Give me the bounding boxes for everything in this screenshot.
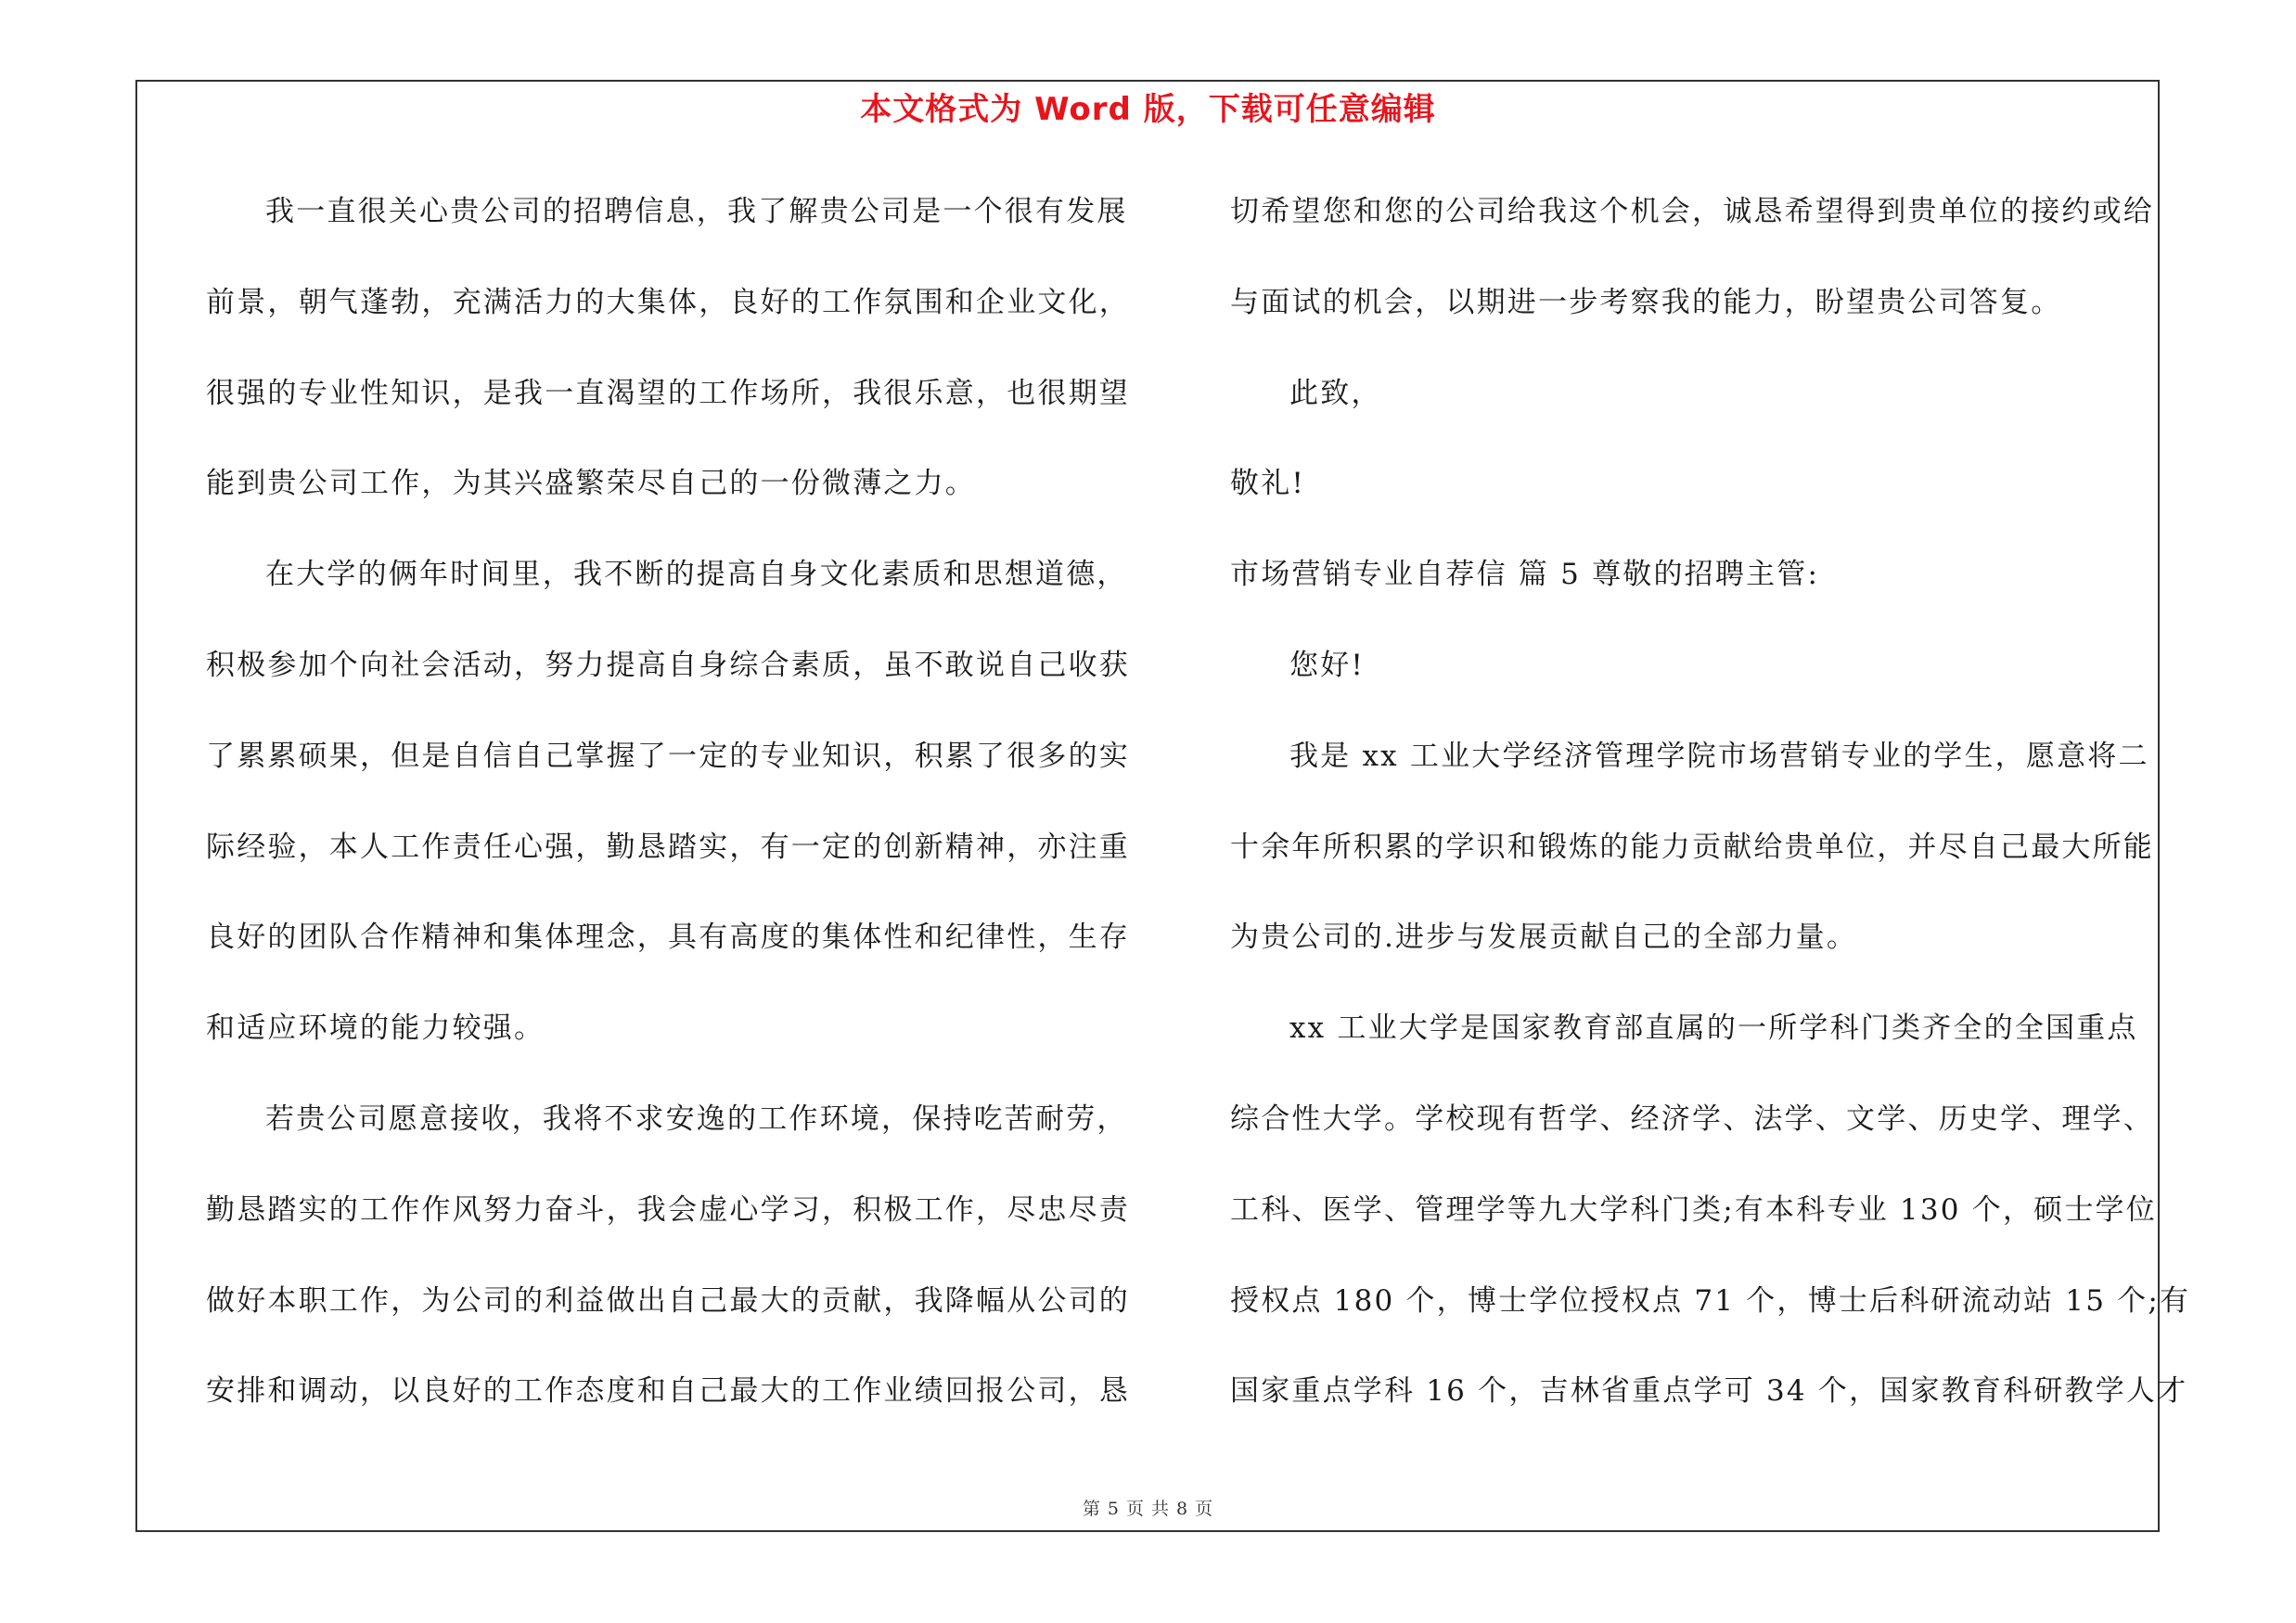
text-line: 在大学的俩年时间里，我不断的提高自身文化素质和思想道德， (265, 558, 1128, 592)
text-line: 勤恳踏实的工作作风努力奋斗，我会虚心学习，积极工作，尽忠尽责 (206, 1192, 1130, 1227)
text-line: 市场营销专业自荐信 篇 5 尊敬的招聘主管: (1230, 558, 1820, 592)
text-line: 工科、医学、管理学等九大学科门类;有本科专业 130 个，硕士学位 (1230, 1192, 2157, 1227)
text-line: 为贵公司的.进步与发展贡献自己的全部力量。 (1230, 921, 1858, 955)
text-line: 此致， (1289, 376, 1382, 410)
left-text-column (206, 182, 1130, 1452)
text-line: 授权点 180 个，博士学位授权点 71 个，博士后科研流动站 15 个;有 (1230, 1283, 2191, 1318)
text-line: 安排和调动，以良好的工作态度和自己最大的工作业绩回报公司，恳 (206, 1374, 1130, 1409)
text-line: 和适应环境的能力较强。 (206, 1011, 545, 1046)
right-text-column (1230, 182, 2191, 1452)
text-line: 前景，朝气蓬勃，充满活力的大集体，良好的工作氛围和企业文化， (206, 285, 1130, 319)
text-line: 您好! (1289, 648, 1366, 682)
page-footer: 第 5 页 共 8 页 (1082, 1499, 1214, 1519)
text-line: 敬礼! (1230, 467, 1306, 501)
text-line: 十余年所积累的学识和锻炼的能力贡献给贵单位，并尽自己最大所能 (1230, 830, 2154, 864)
text-line: 切希望您和您的公司给我这个机会，诚恳希望得到贵单位的接约或给 (1230, 195, 2154, 228)
text-line: 国家重点学科 16 个，吉林省重点学可 34 个，国家教育科研教学人才 (1230, 1374, 2188, 1409)
format-banner: 本文格式为 Word 版，下载可任意编辑 (860, 91, 1436, 128)
text-line: 了累累硕果，但是自信自己掌握了一定的专业知识，积累了很多的实 (206, 739, 1130, 773)
text-line: 做好本职工作，为公司的利益做出自己最大的贡献，我降幅从公司的 (206, 1283, 1130, 1318)
text-line: 与面试的机会，以期进一步考察我的能力，盼望贵公司答复。 (1230, 285, 2062, 319)
text-line: 际经验，本人工作责任心强，勤恳踏实，有一定的创新精神，亦注重 (206, 830, 1130, 864)
text-line: xx 工业大学是国家教育部直属的一所学科门类齐全的全国重点 (1289, 1011, 2138, 1046)
text-line: 积极参加个向社会活动，努力提高自身综合素质，虽不敢说自己收获 (206, 648, 1130, 682)
text-line: 我一直很关心贵公司的招聘信息，我了解贵公司是一个很有发展 (265, 195, 1128, 228)
text-line: 能到贵公司工作，为其兴盛繁荣尽自己的一份微薄之力。 (206, 467, 976, 501)
text-line: 很强的专业性知识，是我一直渴望的工作场所，我很乐意，也很期望 (206, 376, 1130, 410)
text-line: 良好的团队合作精神和集体理念，具有高度的集体性和纪律性，生存 (206, 921, 1130, 955)
text-line: 若贵公司愿意接收，我将不求安逸的工作环境，保持吃苦耐劳， (265, 1101, 1128, 1136)
text-line: 我是 xx 工业大学经济管理学院市场营销专业的学生，愿意将二 (1289, 739, 2149, 773)
text-line: 综合性大学。学校现有哲学、经济学、法学、文学、历史学、理学、 (1230, 1101, 2154, 1136)
